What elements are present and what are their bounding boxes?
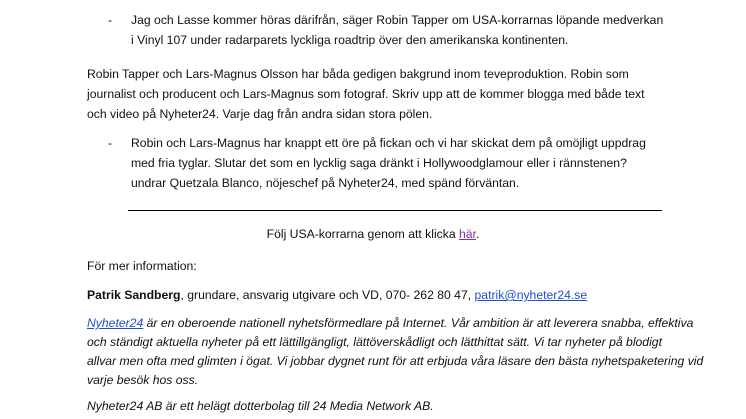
about-text: är en oberoende nationell nyhetsförmedlare på Internet. Vår ambition är att leverera snabba, effektiva xyxy=(143,316,694,330)
follow-end: . xyxy=(475,227,480,241)
footer-note: Nyheter24 AB är ett helägt dotterbolag till 24 Media Network AB. xyxy=(87,399,434,413)
text-line: och ständigt aktuella nyheter på ett lättillgängligt, lättöverskådligt och lätthittat sätt. Vi tar nyheter på blodigt xyxy=(87,335,662,349)
follow-line xyxy=(0,224,746,244)
follow-text: Följ USA-korrarna genom att klicka xyxy=(266,227,459,241)
text-line: Robin och Lars-Magnus har knappt ett öre på fickan och vi har skickat dem på omöjligt uppdrag xyxy=(131,136,646,150)
body-paragraph xyxy=(87,64,707,124)
about-paragraph xyxy=(87,314,707,390)
text-line: Jag och Lasse kommer höras därifrån, säger Robin Tapper om USA-korrarnas löpande medverkan xyxy=(131,13,664,27)
text-line: med fria tyglar. Slutar det som en lycklig saga dränkt i Hollywoodglamour eller i rännstenen? xyxy=(131,156,627,170)
nyheter24-link[interactable]: Nyheter24 xyxy=(87,316,144,330)
more-info-heading: För mer information: xyxy=(87,259,197,273)
text-line: Robin Tapper och Lars-Magnus Olsson har båda gedigen bakgrund inom teveproduktion. Robin som xyxy=(87,67,629,81)
text-line xyxy=(87,314,707,333)
bullet-paragraph-1 xyxy=(131,10,691,50)
text-line: undrar Quetzala Blanco, nöjeschef på Nyheter24, med spänd förväntan. xyxy=(131,176,520,190)
text-line: i Vinyl 107 under radarparets lyckliga roadtrip över den amerikanska kontinenten. xyxy=(131,33,569,47)
bullet-dash: - xyxy=(108,136,113,150)
email-link[interactable]: patrik@nyheter24.se xyxy=(474,288,588,302)
text-line: allvar men ofta med glimten i ögat. Vi jobbar dygnet runt för att erbjuda våra läsare den bästa nyhetspaketering vid xyxy=(87,354,704,368)
divider-line xyxy=(128,210,662,211)
contact-details: , grundare, ansvarig utgivare och VD, 070- 262 80 47, xyxy=(180,288,475,302)
bullet-dash: - xyxy=(108,13,113,27)
contact-name: Patrik Sandberg xyxy=(87,288,181,302)
contact-line xyxy=(87,285,707,305)
text-line: journalist och producent och Lars-Magnus som fotograf. Skriv upp att de kommer blogga med både text xyxy=(87,87,645,101)
bullet-paragraph-2 xyxy=(131,133,691,193)
follow-link[interactable]: här xyxy=(459,227,476,241)
text-line: och video på Nyheter24. Varje dag från andra sidan stora pölen. xyxy=(87,107,433,121)
text-line: varje besök hos oss. xyxy=(87,373,199,387)
